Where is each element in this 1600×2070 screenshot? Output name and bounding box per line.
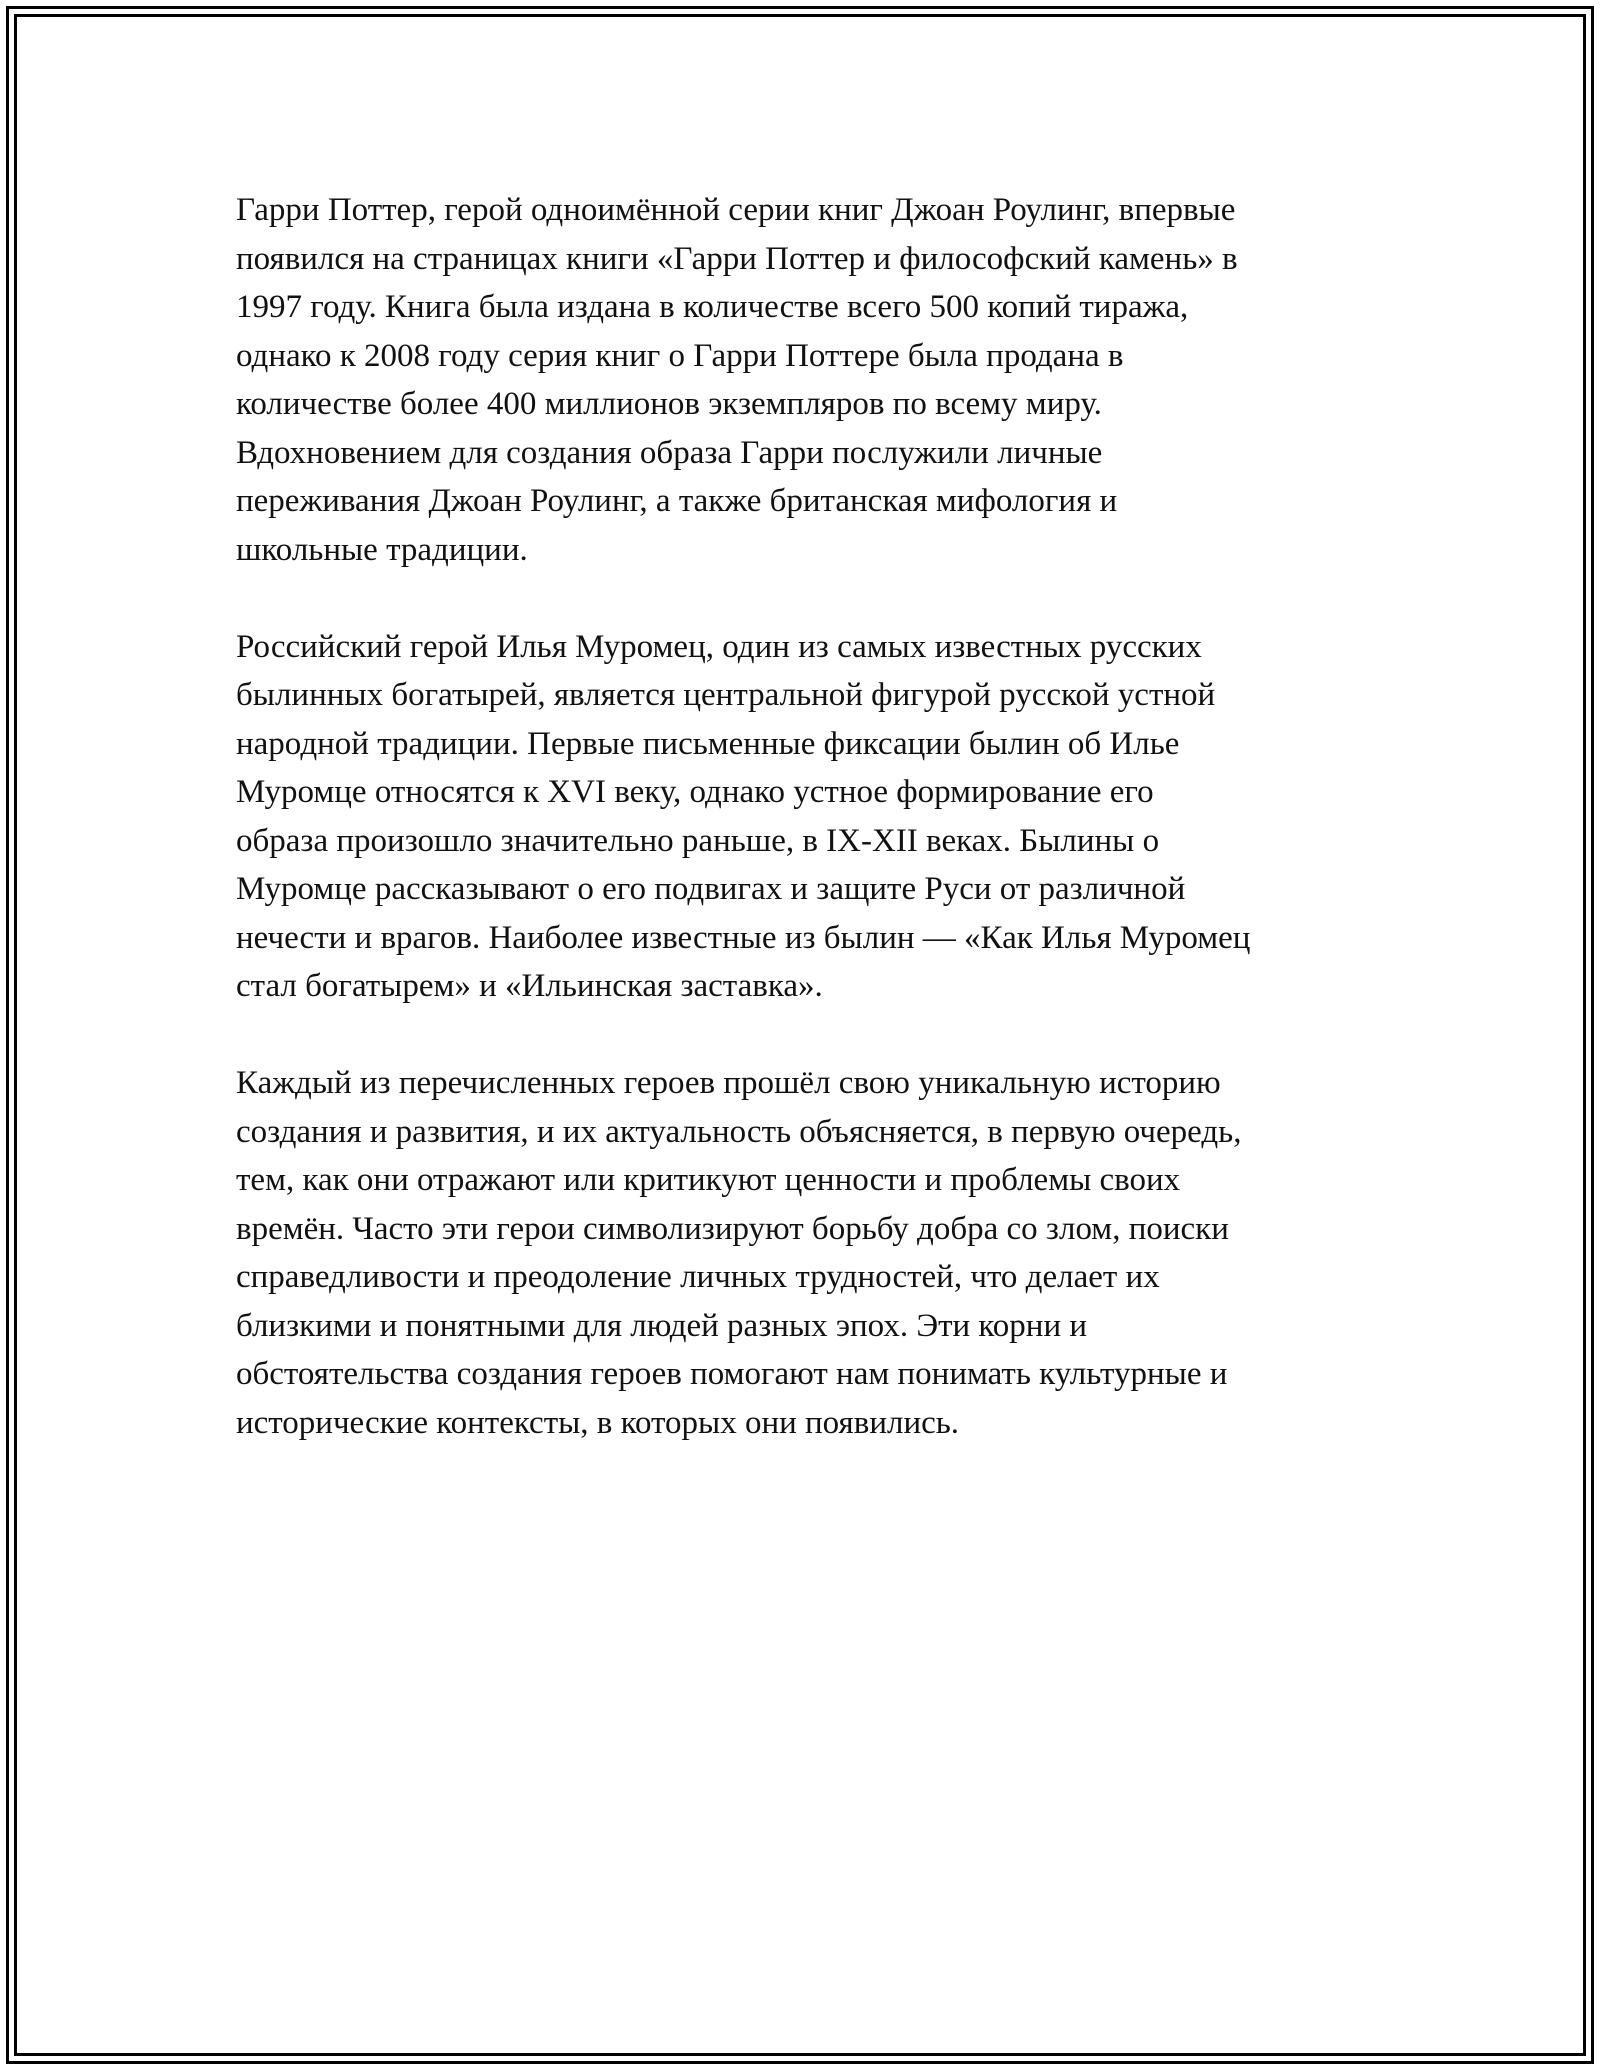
- text-line: Гарри Поттер, герой одноимённой серии книг Джоан Роулинг, впервые: [236, 192, 1236, 228]
- document-body: [236, 186, 1386, 1496]
- text-line: Каждый из перечисленных героев прошёл свою уникальную историю: [236, 1065, 1221, 1101]
- text-line: Российский герой Илья Муромец, один из самых известных русских: [236, 628, 1202, 665]
- text-line: Муромце относятся к XVI веку, однако устное формирование его: [236, 774, 1154, 810]
- text-line: образа произошло значительно раньше, в IX-XII веках. Былины о: [236, 822, 1160, 859]
- paragraph-conclusion: [236, 1059, 1386, 1447]
- text-line: исторические контексты, в которых они появились.: [236, 1404, 960, 1441]
- paragraph-ilya-muromets: [236, 623, 1386, 1011]
- text-line: нечести и врагов. Наиболее известные из былин — «Как Илья Муромец: [236, 919, 1251, 956]
- text-line: обстоятельства создания героев помогают нам понимать культурные и: [236, 1356, 1228, 1392]
- text-line: времён. Часто эти герои символизируют борьбу добра со злом, поиски: [236, 1210, 1229, 1247]
- text-line: школьные традиции.: [236, 531, 528, 568]
- text-line: создания и развития, и их актуальность объясняется, в первую очередь,: [236, 1113, 1242, 1150]
- text-line: 1997 году. Книга была издана в количестве всего 500 копий тиража,: [236, 289, 1189, 325]
- text-line: былинных богатырей, является центральной фигурой русской устной: [236, 677, 1216, 713]
- text-line: народной традиции. Первые письменные фиксации былин об Илье: [236, 725, 1180, 762]
- text-line: количестве более 400 миллионов экземпляров по всему миру.: [236, 386, 1102, 422]
- text-line: близкими и понятными для людей разных эпох. Эти корни и: [236, 1307, 1088, 1344]
- text-line: однако к 2008 году серия книг о Гарри Поттере была продана в: [236, 337, 1124, 374]
- paragraph-harry-potter: [236, 186, 1386, 574]
- text-line: тем, как они отражают или критикуют ценности и проблемы своих: [236, 1162, 1181, 1198]
- text-line: появился на страницах книги «Гарри Поттер и философский камень» в: [236, 240, 1238, 277]
- text-line: Вдохновением для создания образа Гарри послужили личные: [236, 434, 1103, 471]
- text-line: переживания Джоан Роулинг, а также британская мифология и: [236, 483, 1118, 519]
- text-line: Муромце рассказывают о его подвигах и защите Руси от различной: [236, 871, 1186, 907]
- text-line: стал богатырем» и «Ильинская заставка».: [236, 968, 823, 1004]
- text-line: справедливости и преодоление личных трудностей, что делает их: [236, 1259, 1160, 1295]
